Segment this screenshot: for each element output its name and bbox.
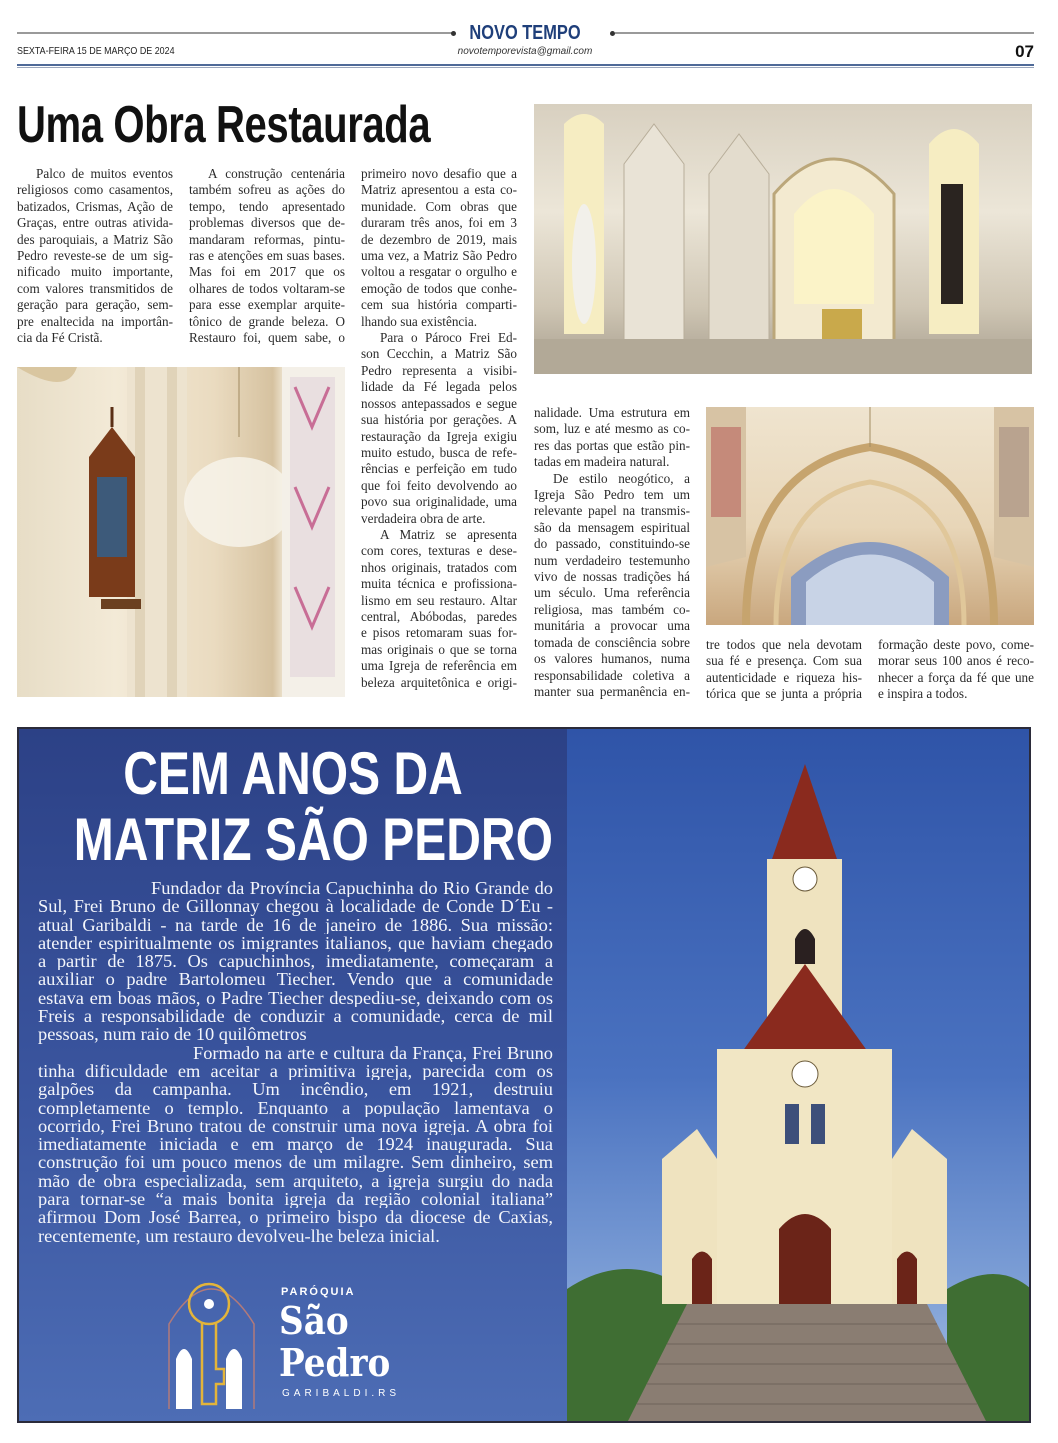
text-line: mandaram reformas, pintu- [189, 231, 345, 247]
header-rule-right [615, 32, 1034, 34]
text-line: do passado, constituindo-se [534, 536, 690, 552]
text-line: num verdadeiro testemunho [534, 552, 690, 568]
altar-illustration [534, 104, 1032, 374]
text-line: Formado na arte e cultura da França, Frei Bruno [193, 1043, 553, 1062]
logo-label-parish: PARÓQUIA [281, 1286, 356, 1298]
text-line: Igreja São Pedro tem um [534, 487, 690, 503]
text-line: Para o Pároco Frei Ed- [380, 330, 517, 346]
text-line: voltou a resgatar o orgulho e [361, 264, 517, 280]
text-line: formação deste povo, come- [878, 637, 1034, 652]
logo-place: GARIBALDI.RS [282, 1388, 401, 1399]
text-line: autenticidade e riqueza his- [706, 669, 862, 685]
text-line: são da mensagem espiritual [534, 519, 690, 535]
text-line: os valores humanos, numa [534, 651, 690, 667]
text-line: também sofreu as ações do [189, 182, 345, 198]
text-line: sua história por gerações. A [361, 412, 517, 428]
text-line: sua fé e presença. Com sua [706, 653, 862, 669]
text-line: atual Garibaldi - na tarde de 16 de janeiro de 1886. Sua missão: [38, 915, 553, 934]
masthead: NOVO TEMPO [469, 22, 581, 44]
text-line: Matriz apresentou a esta co- [361, 182, 517, 198]
feature-title-line1: CEM ANOS DA [123, 740, 463, 807]
text-line: emoção de todos que conhe- [361, 280, 517, 296]
text-line: Mas foi em 2017 que os [189, 264, 345, 280]
text-line: galpões da campanha. Um incêndio, em 1921, destruiu [38, 1080, 553, 1099]
text-line: pessoas, num raio de 10 quilômetros [38, 1025, 307, 1044]
text-line: recentemente, um restauro devolveu-lhe beleza inicial. [38, 1226, 440, 1245]
text-line: Pedro representa a visibi- [361, 362, 517, 378]
text-line: relevante papel na transmis- [534, 503, 690, 519]
article-column-1 [17, 166, 173, 346]
article-headline: Uma Obra Restaurada [17, 96, 431, 154]
feature-title-line2: MATRIZ SÃO PEDRO [73, 806, 553, 873]
text-line: tônico de grande beleza. O [189, 313, 345, 329]
photo-church-facade [567, 729, 1031, 1423]
text-line: para tornar-se “a mais bonita igreja da região colonial italiana” [38, 1190, 553, 1209]
text-line: rências e perfeição em tudo [361, 461, 517, 477]
text-line: beleza arquitetônica e origi- [361, 674, 517, 690]
text-line: tadas em madeira natural. [534, 454, 670, 470]
header-divider [17, 67, 1034, 68]
text-line: auxiliar o padre Bartolomeu Tiecher. Vendo que a comunidade [38, 970, 553, 989]
logo-name-line2: Pedro [279, 1340, 391, 1385]
text-line: munitária a provocar uma [534, 618, 690, 634]
text-line: uma Igreja de referência em [361, 658, 517, 674]
text-line: nalidade. Uma estrutura em [534, 405, 690, 420]
text-line: A construção centenária [208, 166, 345, 181]
text-line: uma vez, a Matriz São Pedro [361, 248, 517, 264]
feature-box [17, 727, 1031, 1423]
text-line: que foi feito devolvendo ao [361, 477, 517, 493]
text-line: Graças, entre outras ativida- [17, 215, 173, 231]
text-line: morar seus 100 anos é reco- [878, 653, 1034, 669]
text-line: A Matriz se apresenta [380, 526, 517, 542]
text-line: primeiro novo desafio que a [361, 166, 517, 181]
text-line: munidade. Com obras que [361, 198, 517, 214]
text-line: religiosos como casamentos, [17, 182, 173, 198]
text-line: son Cecchin, a Matriz São [361, 346, 517, 362]
text-line: tinha dificuldade em aceitar a primitiva igreja, parecida com os [38, 1061, 553, 1081]
page-number: 07 [1015, 42, 1034, 61]
text-line: imediatamente iniciada e em março de 1924 inaugurada. Sua [38, 1135, 553, 1154]
text-line: construção foi um pouco menos de um milagre. Sem dinheiro, sem [38, 1153, 553, 1172]
text-line: pre enaltecida na importân- [17, 313, 173, 329]
text-line: vivo de nossas tradições há [534, 569, 690, 585]
text-line: cia da Fé Cristã. [17, 330, 103, 346]
interior-illustration [17, 367, 345, 697]
contact-email[interactable]: novotemporevista@gmail.com [457, 46, 593, 57]
text-line: e inspira a todos. [878, 686, 968, 702]
text-line: manter sua permanência en- [534, 683, 690, 699]
text-line: muita técnica e profissiona- [361, 576, 517, 592]
text-line: De estilo neogótico, a [553, 470, 690, 486]
text-line: estava em boas mãos, o Padre Tiecher despediu-se, deixando com os [38, 988, 553, 1008]
vault-illustration [706, 407, 1034, 625]
parish-logo [164, 1264, 259, 1414]
text-line: verdadeira obra de arte. [361, 510, 486, 526]
text-line: ocorrido, Frei Bruno tratou de construir uma nova igreja. A obra foi [38, 1116, 553, 1136]
text-line: afirmou Dom José Barrea, o primeiro bispo da diocese de Caxias, [38, 1208, 553, 1227]
text-line: com valores transmitidos de [17, 280, 173, 296]
text-line: um século. Uma referência [534, 585, 690, 601]
text-line: nossos antepassados e segue [361, 395, 517, 411]
text-line: mão de obra especializada, sem arquiteto, a igreja surgiu do nada [38, 1171, 553, 1191]
text-line: Restauro foi, quem sabe, o [189, 330, 345, 346]
text-line: para esse exemplar arquite- [189, 297, 345, 313]
article-column-4 [534, 405, 690, 700]
logo-name-line1: São [279, 1298, 349, 1343]
text-line: lidade da Fé legada pelos [361, 379, 517, 395]
text-line: ras e atenções em suas bases. [189, 248, 345, 264]
text-line: batizados, Crismas, Ação de [17, 198, 173, 214]
text-line: tre todos que nela devotam [706, 637, 862, 652]
text-line: nificado muito importante, [17, 264, 173, 280]
photo-vault [706, 407, 1034, 625]
photo-altar [534, 104, 1032, 374]
text-line: olhares de todos voltaram-se [189, 280, 345, 296]
text-line: Freis a responsabilidade de conduzir a comunidade, cerca de mil [38, 1007, 553, 1026]
text-line: geração para geração, sem- [17, 297, 173, 313]
key-window-logo-icon [164, 1264, 259, 1414]
text-line: des paroquiais, a Matriz São [17, 231, 173, 247]
text-line: e pisos retomaram suas for- [361, 625, 517, 641]
text-line: povo sua originalidade, uma [361, 494, 517, 510]
text-line: lismo em seu restauro. Altar [361, 592, 517, 608]
article-column-2 [189, 166, 345, 346]
text-line: restauração da Igreja exigiu [361, 428, 517, 444]
text-line: completamente o templo. Enquanto a população lamentava o [38, 1098, 553, 1117]
issue-date: SEXTA-FEIRA 15 DE MARÇO DE 2024 [17, 45, 175, 57]
article-column-3 [361, 166, 517, 691]
text-line: problemas diversos que de- [189, 215, 345, 231]
article-column-6 [878, 637, 1034, 703]
text-line: Palco de muitos eventos [36, 166, 173, 181]
text-line: com cores, texturas e dese- [361, 543, 517, 559]
text-line: central, Abóbodas, paredes [361, 608, 517, 624]
text-line: nhecer a força da fé que une [878, 669, 1034, 685]
text-line: religiosa, mas também co- [534, 601, 690, 617]
text-line: tórica que se junta a própria [706, 686, 862, 702]
photo-chandelier [17, 367, 345, 697]
text-line: nhos originais, tratados com [361, 559, 517, 575]
text-line: mas originais o que se torna [361, 641, 517, 657]
text-line: muito estudo, busca de refe- [361, 444, 517, 460]
text-line: res das portas que estão pin- [534, 437, 690, 453]
text-line: Fundador da Província Capuchinha do Rio Grande do [151, 879, 553, 898]
text-line: Sul, Frei Bruno de Gillonnay chegou à localidade de Conde D´Eu - [38, 897, 553, 916]
article-column-5 [706, 637, 862, 703]
text-line: atender espiritualmente os imigrantes italianos, que haviam chegado [38, 933, 553, 953]
feature-body [38, 879, 553, 1245]
header-rule-left [17, 32, 452, 34]
text-line: duraram três anos, foi em 3 [361, 215, 517, 231]
text-line: a partir de 1875. Os capuchinhos, imediatamente, começaram a [38, 952, 553, 971]
text-line: lhando sua existência. [361, 313, 478, 329]
text-line: tomada de consciência sobre [534, 634, 690, 650]
text-line: cem sua história comparti- [361, 297, 517, 313]
text-line: som, luz e até mesmo as co- [534, 421, 690, 437]
text-line: responsabilidade coletiva a [534, 667, 690, 683]
header-divider [17, 64, 1034, 66]
church-illustration [567, 729, 1031, 1423]
text-line: Pedro reveste-se de um sig- [17, 248, 173, 264]
text-line: tempo, tendo apresentado [189, 198, 345, 214]
text-line: de dezembro de 2019, mais [361, 231, 517, 247]
